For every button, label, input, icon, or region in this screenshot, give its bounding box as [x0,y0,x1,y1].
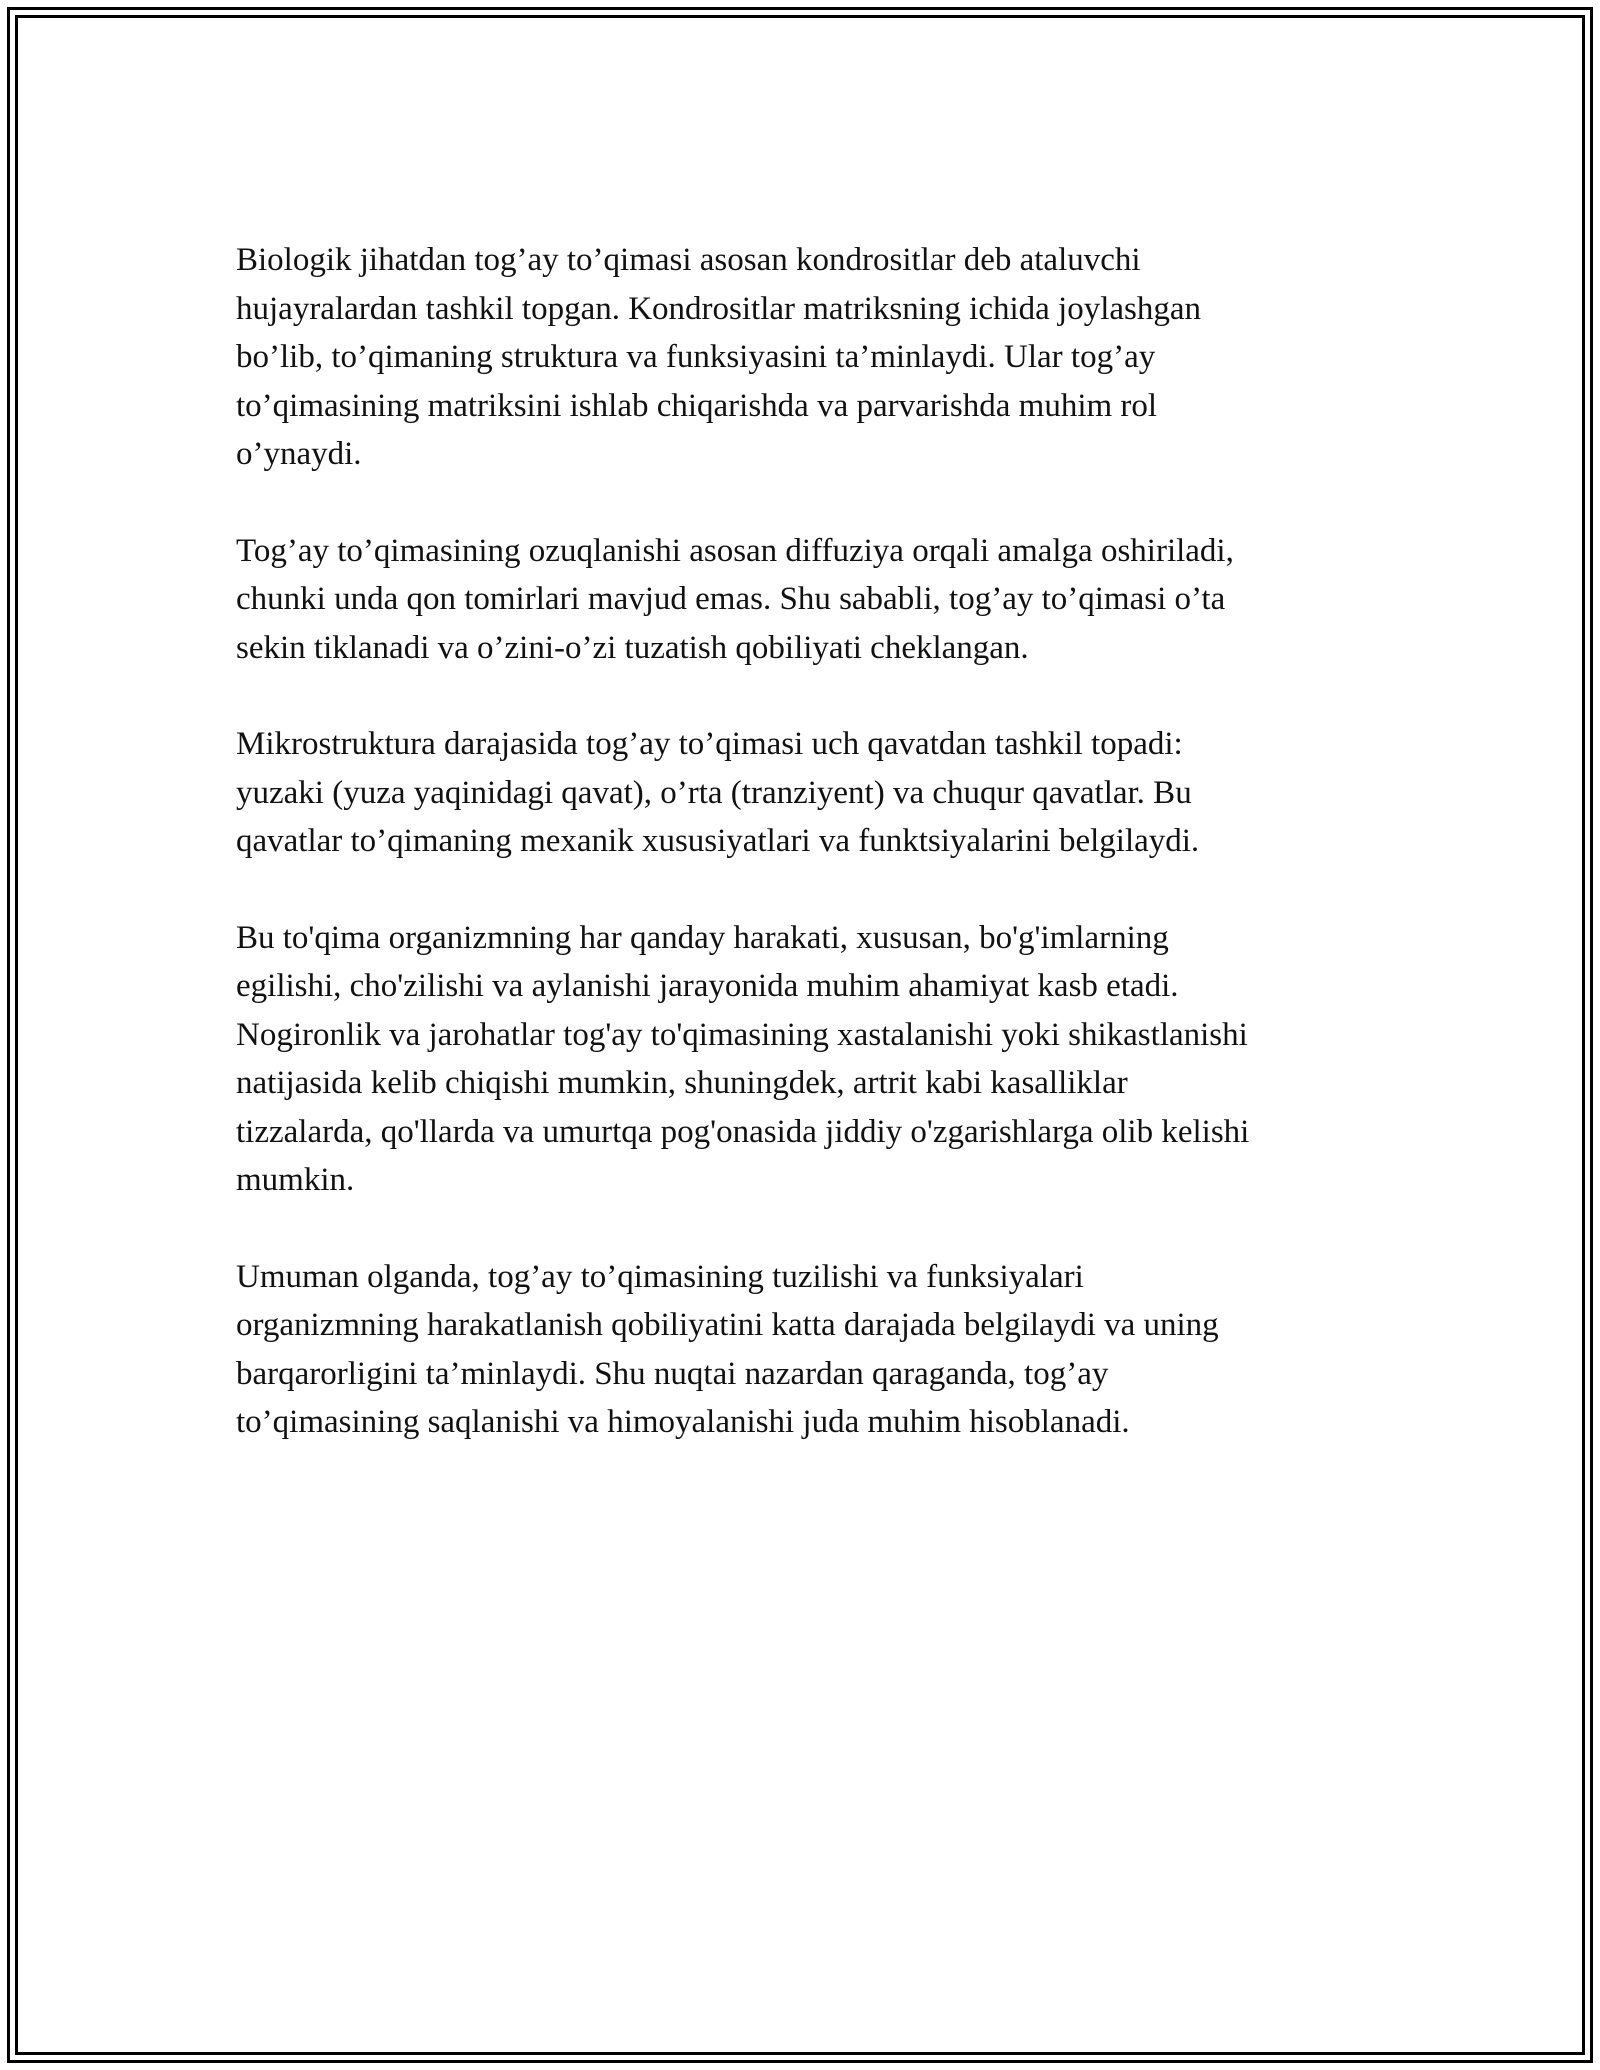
paragraph-nutrition: Tog’ay to’qimasining ozuqlanishi asosan diffuziya orqali amalga oshiriladi, chunki unda qon tomirlari mavjud emas. Shu sababli, tog’ay to’qimasi o’ta sekin tiklanadi va o’zini-o’zi tuzatish qobiliyati cheklangan. [236,532,1234,666]
paragraph-conclusion: Umuman olganda, tog’ay to’qimasining tuzilishi va funksiyalari organizmning harakatlanish qobiliyatini katta darajada belgilaydi va uning barqarorligini ta’minlaydi. Shu nuqtai nazardan qaraganda, tog’ay to’qimasining saqlanishi va himoyalanishi juda muhim hisoblanadi. [236,1258,1219,1440]
paragraph-chondrocytes: Biologik jihatdan tog’ay to’qimasi asosan kondrositlar deb ataluvchi hujayralardan tashkil topgan. Kondrositlar matriksning ichida joylashgan bo’lib, to’qimaning struktura va funksiyasini ta’minlaydi. Ular tog’ay to’qimasining matriksini ishlab chiqarishda va parvarishda muhim rol o’ynaydi. [236,242,1202,472]
paragraph-microstructure: Mikrostruktura darajasida tog’ay to’qimasi uch qavatdan tashkil topadi: yuzaki (yuza yaqinidagi qavat), o’rta (tranziyent) va chuqur qavatlar. Bu qavatlar to’qimaning mexanik xususiyatlari va funktsiyalarini belgilaydi. [236,726,1200,859]
paragraph-movement-function: Bu to'qima organizmning har qanday harakati, xususan, bo'g'imlarning egilishi, cho'zilishi va aylanishi jarayonida muhim ahamiyat kasb etadi. Nogironlik va jarohatlar tog'ay to'qimasining xastalanishi yoki shikastlanishi natijasida kelib chiqishi mumkin, shuningdek, artrit kabi kasalliklar tizzalarda, qo'llarda va umurtqa pog'onasida jiddiy o'zgarishlarga olib kelishi mumkin. [236,919,1250,1198]
document-body [236,236,1386,1495]
